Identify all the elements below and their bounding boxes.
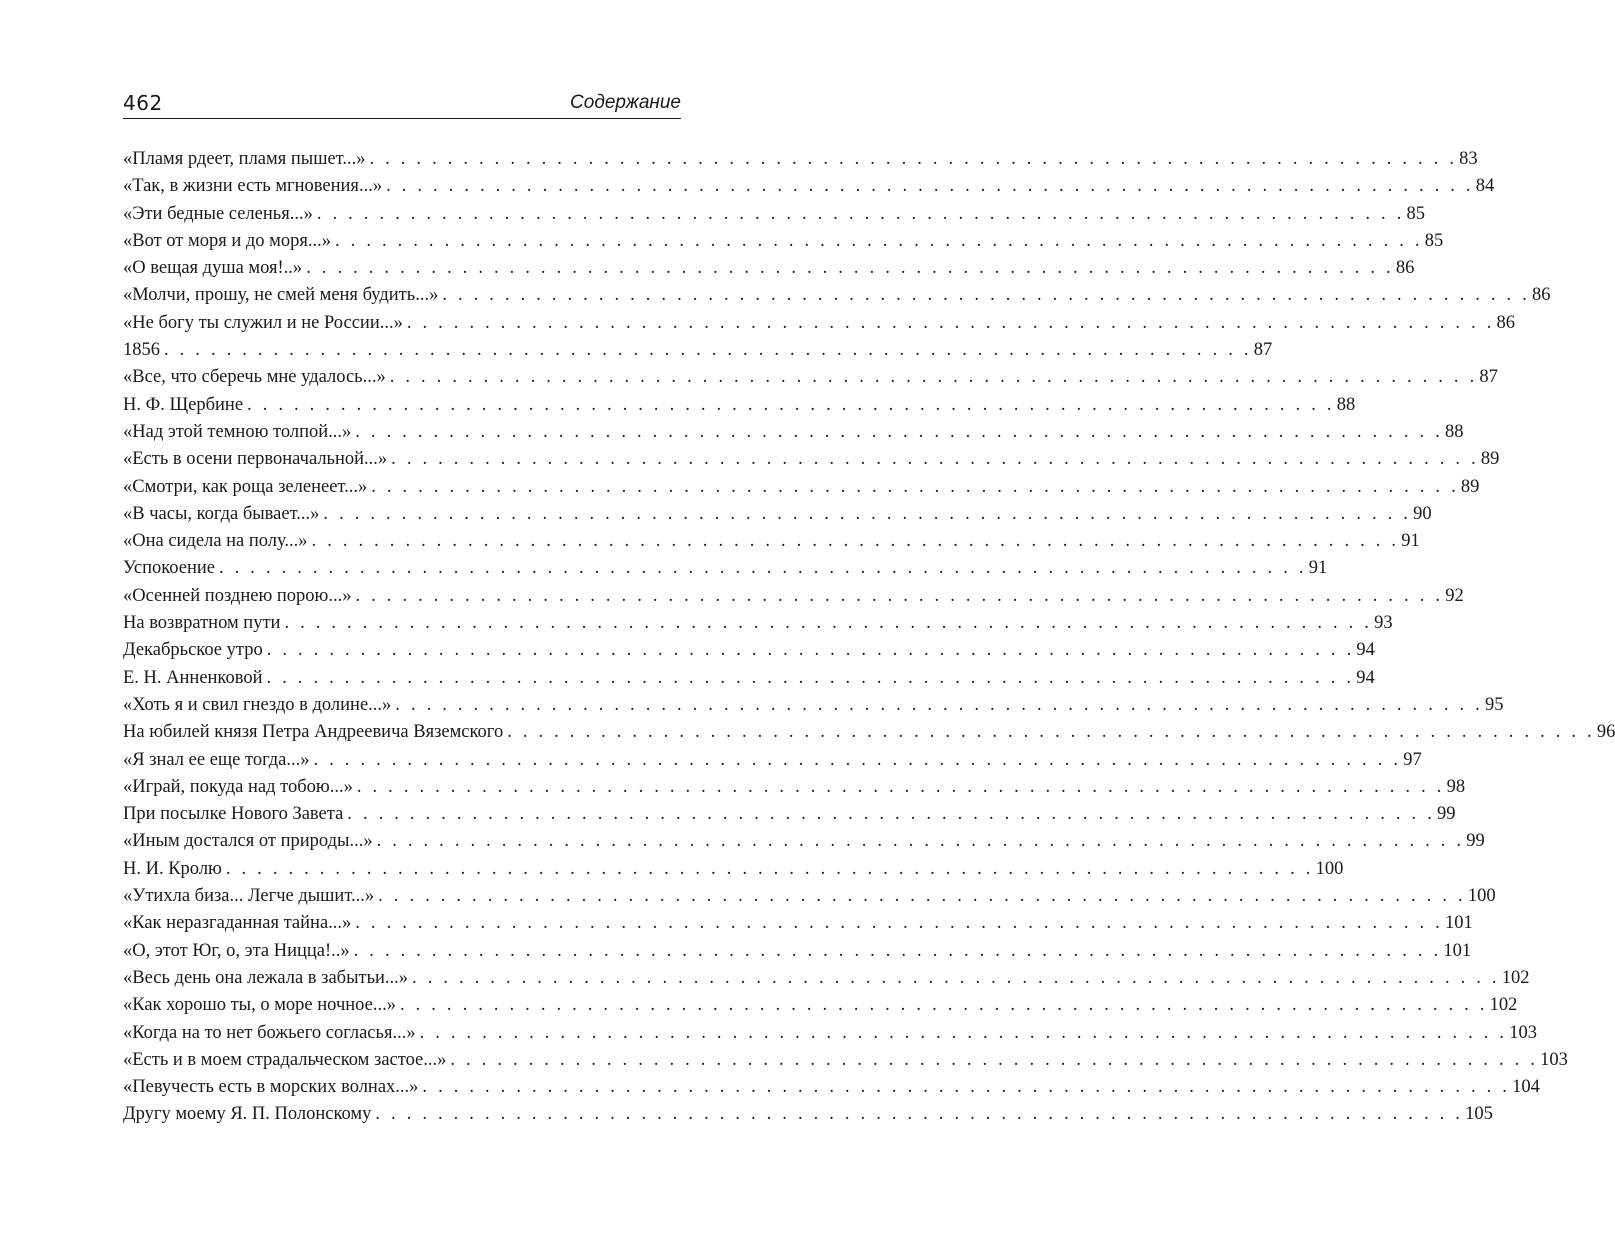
dot-leader: . . . . . . . . . . . . . . . . . . . . . . . . . . . . . . . . . . . . . . . . . . . . . . . . . . . . . . . . . . . . . . . . . . . . . .	[164, 340, 1252, 361]
toc-entry-page: 89	[1480, 449, 1500, 470]
toc-entry-page: 99	[1436, 804, 1456, 825]
dot-leader: . . . . . . . . . . . . . . . . . . . . . . . . . . . . . . . . . . . . . . . . . . . . . . . . . . . . . . . . . . . . . . . . . . . . . .	[323, 503, 1412, 524]
toc-entry	[123, 801, 1456, 828]
toc-entry	[123, 337, 1273, 364]
toc-entry	[123, 883, 1496, 910]
toc-entry-title: «Хоть я и свил гнездо в долине...»	[123, 694, 392, 715]
toc-entry	[123, 747, 1422, 774]
toc-entry	[123, 965, 1530, 992]
toc-entry	[123, 856, 1344, 883]
page-header	[123, 88, 681, 119]
toc-entry	[123, 665, 1375, 692]
toc-entry-page: 94	[1356, 640, 1375, 661]
toc-entry-page: 101	[1443, 940, 1472, 961]
toc-entry-title: «Пламя рдеет, пламя пышет...»	[123, 149, 366, 169]
toc-entry-title: «Она сидела на полу...»	[123, 531, 308, 552]
dot-leader: . . . . . . . . . . . . . . . . . . . . . . . . . . . . . . . . . . . . . . . . . . . . . . . . . . . . . . . . . . . . . . . . . . . . . .	[507, 722, 1595, 743]
toc-entry-page: 94	[1356, 667, 1375, 688]
toc-entry	[123, 310, 1516, 337]
toc-entry-page: 85	[1424, 230, 1444, 251]
dot-leader: . . . . . . . . . . . . . . . . . . . . . . . . . . . . . . . . . . . . . . . . . . . . . . . . . . . . . . . . . . . . . . . . . . . . . .	[375, 1104, 1464, 1125]
toc-entry	[123, 146, 1478, 173]
toc-entry-title: «Играй, покуда над тобою...»	[123, 776, 353, 797]
toc-entry-page: 86	[1395, 258, 1415, 279]
toc-entry-title: «Певучесть есть в морских волнах...»	[123, 1077, 419, 1098]
toc-entry-page: 102	[1501, 967, 1530, 988]
toc-entry-page: 86	[1496, 312, 1516, 333]
toc-entry-title: «Я знал ее еще тогда...»	[123, 749, 310, 770]
toc-entry	[123, 255, 1415, 282]
toc-entry	[123, 1101, 1493, 1128]
toc-entry-page: 95	[1484, 694, 1504, 715]
toc-entry	[123, 201, 1426, 228]
toc-entry	[123, 392, 1356, 419]
dot-leader: . . . . . . . . . . . . . . . . . . . . . . . . . . . . . . . . . . . . . . . . . . . . . . . . . . . . . . . . . . . . . . . . . . . . . .	[347, 804, 1435, 825]
toc-entry	[123, 364, 1498, 391]
toc-entry-page: 104	[1512, 1077, 1540, 1098]
dot-leader: . . . . . . . . . . . . . . . . . . . . . . . . . . . . . . . . . . . . . . . . . . . . . . . . . . . . . . . . . . . . . . . . . . . . . .	[399, 995, 1488, 1016]
toc-entry	[123, 938, 1472, 965]
toc-entry	[123, 501, 1432, 528]
toc-entry-page: 98	[1446, 776, 1466, 797]
toc-entry-page: 103	[1509, 1022, 1538, 1043]
toc-entry-title: Н. Ф. Щербине	[123, 394, 244, 415]
dot-leader: . . . . . . . . . . . . . . . . . . . . . . . . . . . . . . . . . . . . . . . . . . . . . . . . . . . . . . . . . . . . . . . . . . . . . .	[371, 476, 1459, 497]
toc-entry	[123, 446, 1500, 473]
toc-entry	[123, 910, 1473, 937]
toc-entry-title: «О вещая душа моя!..»	[123, 258, 303, 279]
toc-entry-title: «Так, в жизни есть мгновения...»	[123, 176, 383, 197]
toc-entry	[123, 1047, 1568, 1074]
toc-entry-page: 101	[1444, 913, 1473, 934]
toc-entry-title: Другу моему Я. П. Полонскому	[123, 1104, 372, 1125]
toc-entry	[123, 419, 1464, 446]
toc-entry-page: 85	[1406, 203, 1426, 224]
toc-entry-title: «Над этой темною толпой...»	[123, 421, 352, 442]
toc-entry-page: 100	[1315, 858, 1344, 879]
toc-entry-page: 103	[1540, 1049, 1568, 1070]
dot-leader: . . . . . . . . . . . . . . . . . . . . . . . . . . . . . . . . . . . . . . . . . . . . . . . . . . . . . . . . . . . . . . . . . . . . . .	[353, 940, 1442, 961]
toc-entry-title: Декабрьское утро	[123, 640, 263, 661]
toc-entry-title: «О, этот Юг, о, эта Ницца!..»	[123, 940, 350, 961]
book-page	[123, 88, 1615, 1125]
toc-entry	[123, 555, 1328, 582]
toc-entry	[123, 228, 1444, 255]
toc-entry-page: 93	[1374, 613, 1393, 634]
toc-entry-page: 105	[1465, 1104, 1493, 1125]
dot-leader: . . . . . . . . . . . . . . . . . . . . . . . . . . . . . . . . . . . . . . . . . . . . . . . . . . . . . . . . . . . . . . . . . . . . . .	[391, 449, 1479, 470]
toc-entry-title: 1856	[123, 340, 160, 361]
dot-leader: . . . . . . . . . . . . . . . . . . . . . . . . . . . . . . . . . . . . . . . . . . . . . . . . . . . . . . . . . . . . . . . . . . . . . .	[386, 176, 1474, 197]
toc-entry	[123, 1074, 1540, 1101]
toc-entry-page: 92	[1445, 585, 1464, 606]
toc-entry-title: «Все, что сберечь мне удалось...»	[123, 367, 386, 388]
toc-entry-title: «Вот от моря и до моря...»	[123, 230, 332, 251]
running-title: Содержание	[570, 92, 681, 113]
toc-entry-title: «Смотри, как роща зеленеет...»	[123, 476, 368, 497]
toc-entry-title: На возвратном пути	[123, 613, 281, 634]
toc-entry-page: 84	[1475, 176, 1495, 197]
dot-leader: . . . . . . . . . . . . . . . . . . . . . . . . . . . . . . . . . . . . . . . . . . . . . . . . . . . . . . . . . . . . . . . . . . . . . .	[306, 258, 1394, 279]
toc-entry-title: «Молчи, прошу, не смей меня будить...»	[123, 285, 439, 306]
toc-entry-title: Н. И. Кролю	[123, 858, 222, 879]
toc-entry	[123, 774, 1466, 801]
toc-entry-page: 91	[1401, 531, 1420, 552]
dot-leader: . . . . . . . . . . . . . . . . . . . . . . . . . . . . . . . . . . . . . . . . . . . . . . . . . . . . . . . . . . . . . . . . . . . . . .	[369, 149, 1458, 169]
toc-entry	[123, 610, 1393, 637]
dot-leader: . . . . . . . . . . . . . . . . . . . . . . . . . . . . . . . . . . . . . . . . . . . . . . . . . . . . . . . . . . . . . . . . . . . . . .	[225, 858, 1314, 879]
dot-leader: . . . . . . . . . . . . . . . . . . . . . . . . . . . . . . . . . . . . . . . . . . . . . . . . . . . . . . . . . . . . . . . . . . . . . .	[313, 749, 1402, 770]
page-number: 462	[123, 91, 163, 115]
toc-entry-title: Е. Н. Анненковой	[123, 667, 263, 688]
toc-entry-page: 88	[1336, 394, 1356, 415]
dot-leader: . . . . . . . . . . . . . . . . . . . . . . . . . . . . . . . . . . . . . . . . . . . . . . . . . . . . . . . . . . . . . . . . . . . . . .	[378, 886, 1466, 907]
dot-leader: . . . . . . . . . . . . . . . . . . . . . . . . . . . . . . . . . . . . . . . . . . . . . . . . . . . . . . . . . . . . . . . . . . . . . .	[335, 230, 1423, 251]
toc-entry	[123, 692, 1504, 719]
dot-leader: . . . . . . . . . . . . . . . . . . . . . . . . . . . . . . . . . . . . . . . . . . . . . . . . . . . . . . . . . . . . . . . . . . . . . .	[376, 831, 1465, 852]
dot-leader: . . . . . . . . . . . . . . . . . . . . . . . . . . . . . . . . . . . . . . . . . . . . . . . . . . . . . . . . . . . . . . . . . . . . . .	[442, 285, 1531, 306]
dot-leader: . . . . . . . . . . . . . . . . . . . . . . . . . . . . . . . . . . . . . . . . . . . . . . . . . . . . . . . . . . . . . . . . . . . . . .	[284, 613, 1373, 634]
toc-entry-page: 91	[1308, 558, 1328, 579]
toc-entry	[123, 173, 1495, 200]
toc-entry-title: «Осенней позднею порою...»	[123, 585, 352, 606]
toc-entry	[123, 583, 1464, 610]
toc-entry-title: «Есть и в моем страдальческом застое...»	[123, 1049, 447, 1070]
toc-entry	[123, 282, 1551, 309]
toc-entry	[123, 828, 1485, 855]
toc-entry-title: «Эти бедные селенья...»	[123, 203, 313, 224]
toc-entry-page: 89	[1460, 476, 1480, 497]
toc-entry-page: 102	[1489, 995, 1518, 1016]
toc-entry-title: «Весь день она лежала в забытьи...»	[123, 967, 409, 988]
dot-leader: . . . . . . . . . . . . . . . . . . . . . . . . . . . . . . . . . . . . . . . . . . . . . . . . . . . . . . . . . . . . . . . . . . . . . .	[355, 421, 1443, 442]
toc-entry-page: 86	[1532, 285, 1551, 306]
toc-entry-title: «Когда на то нет божьего согласья...»	[123, 1022, 416, 1043]
toc-entry-page: 88	[1444, 421, 1464, 442]
toc-entry-page: 97	[1403, 749, 1422, 770]
dot-leader: . . . . . . . . . . . . . . . . . . . . . . . . . . . . . . . . . . . . . . . . . . . . . . . . . . . . . . . . . . . . . . . . . . . . . .	[355, 585, 1444, 606]
dot-leader: . . . . . . . . . . . . . . . . . . . . . . . . . . . . . . . . . . . . . . . . . . . . . . . . . . . . . . . . . . . . . . . . . . . . . .	[389, 367, 1478, 388]
toc-entry-page: 83	[1459, 149, 1478, 169]
dot-leader: . . . . . . . . . . . . . . . . . . . . . . . . . . . . . . . . . . . . . . . . . . . . . . . . . . . . . . . . . . . . . . . . . . . . . .	[419, 1022, 1508, 1043]
toc-entry	[123, 719, 1615, 746]
dot-leader: . . . . . . . . . . . . . . . . . . . . . . . . . . . . . . . . . . . . . . . . . . . . . . . . . . . . . . . . . . . . . . . . . . . . . .	[311, 531, 1400, 552]
toc-entry-title: Успокоение	[123, 558, 215, 579]
toc-entry-page: 99	[1466, 831, 1485, 852]
toc-entry-title: При посылке Нового Завета	[123, 804, 344, 825]
toc-entry-page: 87	[1253, 340, 1273, 361]
toc-entry-title: «Иным достался от природы...»	[123, 831, 373, 852]
toc-entry-page: 90	[1413, 503, 1432, 524]
toc-entry-page: 100	[1467, 886, 1496, 907]
dot-leader: . . . . . . . . . . . . . . . . . . . . . . . . . . . . . . . . . . . . . . . . . . . . . . . . . . . . . . . . . . . . . . . . . . . . . .	[356, 776, 1445, 797]
toc-entry-page: 87	[1479, 367, 1498, 388]
toc-entry	[123, 474, 1480, 501]
toc-entry	[123, 637, 1375, 664]
dot-leader: . . . . . . . . . . . . . . . . . . . . . . . . . . . . . . . . . . . . . . . . . . . . . . . . . . . . . . . . . . . . . . . . . . . . . .	[412, 967, 1500, 988]
table-of-contents	[123, 146, 1615, 1129]
dot-leader: . . . . . . . . . . . . . . . . . . . . . . . . . . . . . . . . . . . . . . . . . . . . . . . . . . . . . . . . . . . . . . . . . . . . . .	[422, 1077, 1511, 1098]
dot-leader: . . . . . . . . . . . . . . . . . . . . . . . . . . . . . . . . . . . . . . . . . . . . . . . . . . . . . . . . . . . . . . . . . . . . . .	[219, 558, 1307, 579]
toc-entry-title: «Как хорошо ты, о море ночное...»	[123, 995, 396, 1016]
toc-entry-title: «Не богу ты служил и не России...»	[123, 312, 403, 333]
toc-entry-page: 96	[1596, 722, 1615, 743]
dot-leader: . . . . . . . . . . . . . . . . . . . . . . . . . . . . . . . . . . . . . . . . . . . . . . . . . . . . . . . . . . . . . . . . . . . . . .	[406, 312, 1495, 333]
dot-leader: . . . . . . . . . . . . . . . . . . . . . . . . . . . . . . . . . . . . . . . . . . . . . . . . . . . . . . . . . . . . . . . . . . . . . .	[355, 913, 1443, 934]
toc-entry	[123, 528, 1420, 555]
toc-entry-title: «Есть в осени первоначальной...»	[123, 449, 388, 470]
toc-entry-title: «Как неразгаданная тайна...»	[123, 913, 352, 934]
toc-entry	[123, 1020, 1538, 1047]
dot-leader: . . . . . . . . . . . . . . . . . . . . . . . . . . . . . . . . . . . . . . . . . . . . . . . . . . . . . . . . . . . . . . . . . . . . . .	[450, 1049, 1539, 1070]
toc-entry	[123, 992, 1518, 1019]
dot-leader: . . . . . . . . . . . . . . . . . . . . . . . . . . . . . . . . . . . . . . . . . . . . . . . . . . . . . . . . . . . . . . . . . . . . . .	[316, 203, 1405, 224]
toc-entry-title: На юбилей князя Петра Андреевича Вяземского	[123, 722, 504, 743]
dot-leader: . . . . . . . . . . . . . . . . . . . . . . . . . . . . . . . . . . . . . . . . . . . . . . . . . . . . . . . . . . . . . . . . . . . . . .	[266, 640, 1355, 661]
dot-leader: . . . . . . . . . . . . . . . . . . . . . . . . . . . . . . . . . . . . . . . . . . . . . . . . . . . . . . . . . . . . . . . . . . . . . .	[247, 394, 1335, 415]
toc-entry-title: «В часы, когда бывает...»	[123, 503, 320, 524]
dot-leader: . . . . . . . . . . . . . . . . . . . . . . . . . . . . . . . . . . . . . . . . . . . . . . . . . . . . . . . . . . . . . . . . . . . . . .	[266, 667, 1355, 688]
toc-entry-title: «Утихла биза... Легче дышит...»	[123, 886, 375, 907]
dot-leader: . . . . . . . . . . . . . . . . . . . . . . . . . . . . . . . . . . . . . . . . . . . . . . . . . . . . . . . . . . . . . . . . . . . . . .	[395, 694, 1483, 715]
